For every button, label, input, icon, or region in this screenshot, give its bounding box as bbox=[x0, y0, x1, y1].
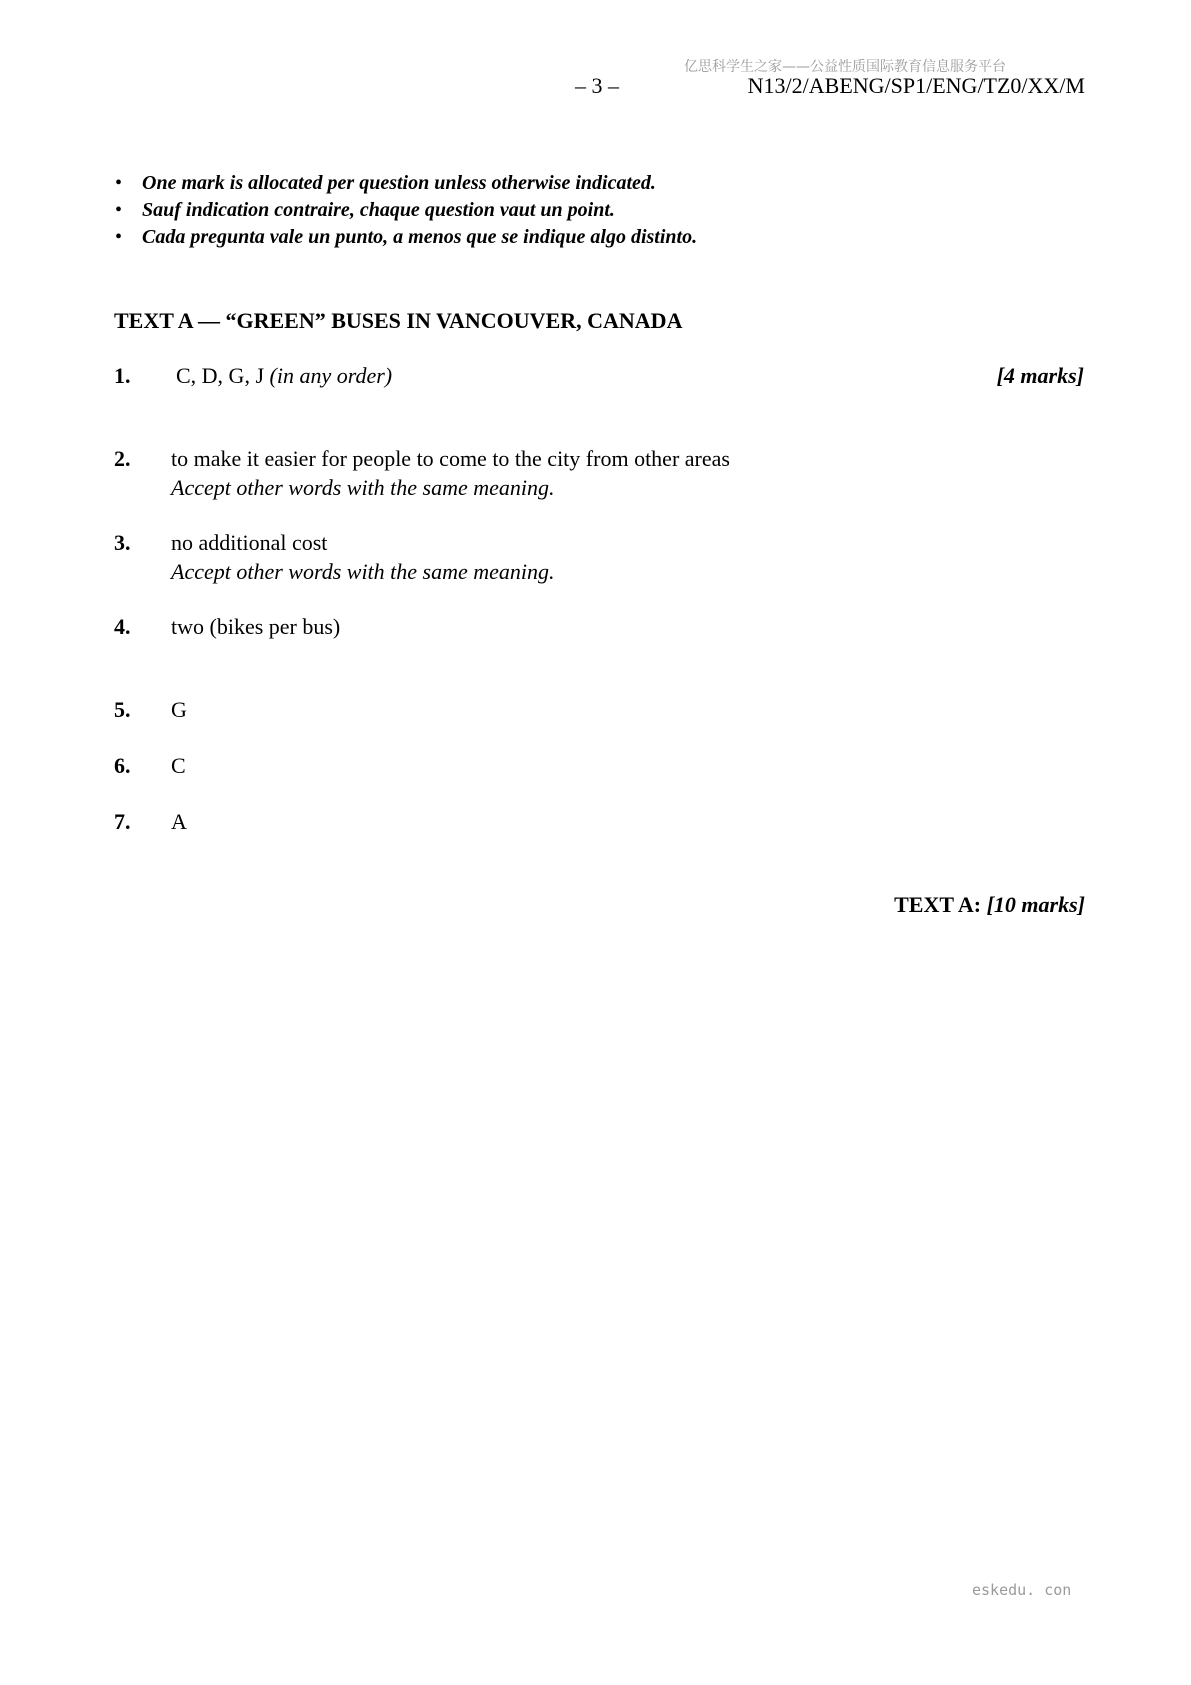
question-number: 7. bbox=[114, 809, 131, 834]
question-answer bbox=[176, 363, 392, 389]
question-answer bbox=[171, 446, 730, 501]
question-answer: C bbox=[171, 753, 186, 778]
note-text: Sauf indication contraire, chaque question vaut un point. bbox=[142, 199, 615, 221]
question-answer: G bbox=[171, 697, 187, 722]
question-answer: two (bikes per bus) bbox=[171, 614, 341, 639]
note-item bbox=[113, 226, 697, 253]
question-marks: [4 marks] bbox=[996, 363, 1084, 388]
bullet-icon: • bbox=[115, 199, 123, 221]
note-text: Cada pregunta vale un punto, a menos que se indique algo distinto. bbox=[142, 226, 698, 248]
question-number: 4. bbox=[114, 614, 131, 639]
question-number: 5. bbox=[114, 697, 131, 722]
question-answer: A bbox=[171, 809, 187, 834]
total-marks: [10 marks] bbox=[986, 892, 1085, 917]
note-item bbox=[113, 172, 697, 199]
question-answer bbox=[171, 530, 555, 585]
answer-note: Accept other words with the same meaning. bbox=[171, 559, 555, 584]
answer-note: Accept other words with the same meaning. bbox=[171, 475, 555, 500]
header-watermark: 亿思科学生之家——公益性质国际教育信息服务平台 bbox=[684, 59, 1006, 75]
footer-watermark: eskedu. con bbox=[972, 1581, 1072, 1599]
answer-qualifier: (in any order) bbox=[269, 363, 393, 388]
question-number: 1. bbox=[114, 363, 131, 388]
note-text: One mark is allocated per question unless otherwise indicated. bbox=[142, 172, 656, 194]
document-code: N13/2/ABENG/SP1/ENG/TZ0/XX/M bbox=[747, 73, 1085, 98]
total-label: TEXT A: bbox=[894, 892, 982, 917]
question-number: 2. bbox=[114, 446, 131, 471]
answer-text: C, D, G, J bbox=[176, 363, 265, 388]
bullet-icon: • bbox=[115, 226, 123, 248]
note-item bbox=[113, 199, 697, 226]
answer-text: to make it easier for people to come to the city from other areas bbox=[171, 446, 730, 471]
page-number: – 3 – bbox=[575, 73, 619, 98]
section-total bbox=[894, 892, 1085, 918]
section-heading: TEXT A — “GREEN” BUSES IN VANCOUVER, CANADA bbox=[114, 308, 683, 333]
bullet-icon: • bbox=[115, 172, 123, 194]
question-number: 3. bbox=[114, 530, 131, 555]
question-number: 6. bbox=[114, 753, 131, 778]
marking-notes bbox=[113, 172, 697, 253]
answer-text: no additional cost bbox=[171, 530, 328, 555]
